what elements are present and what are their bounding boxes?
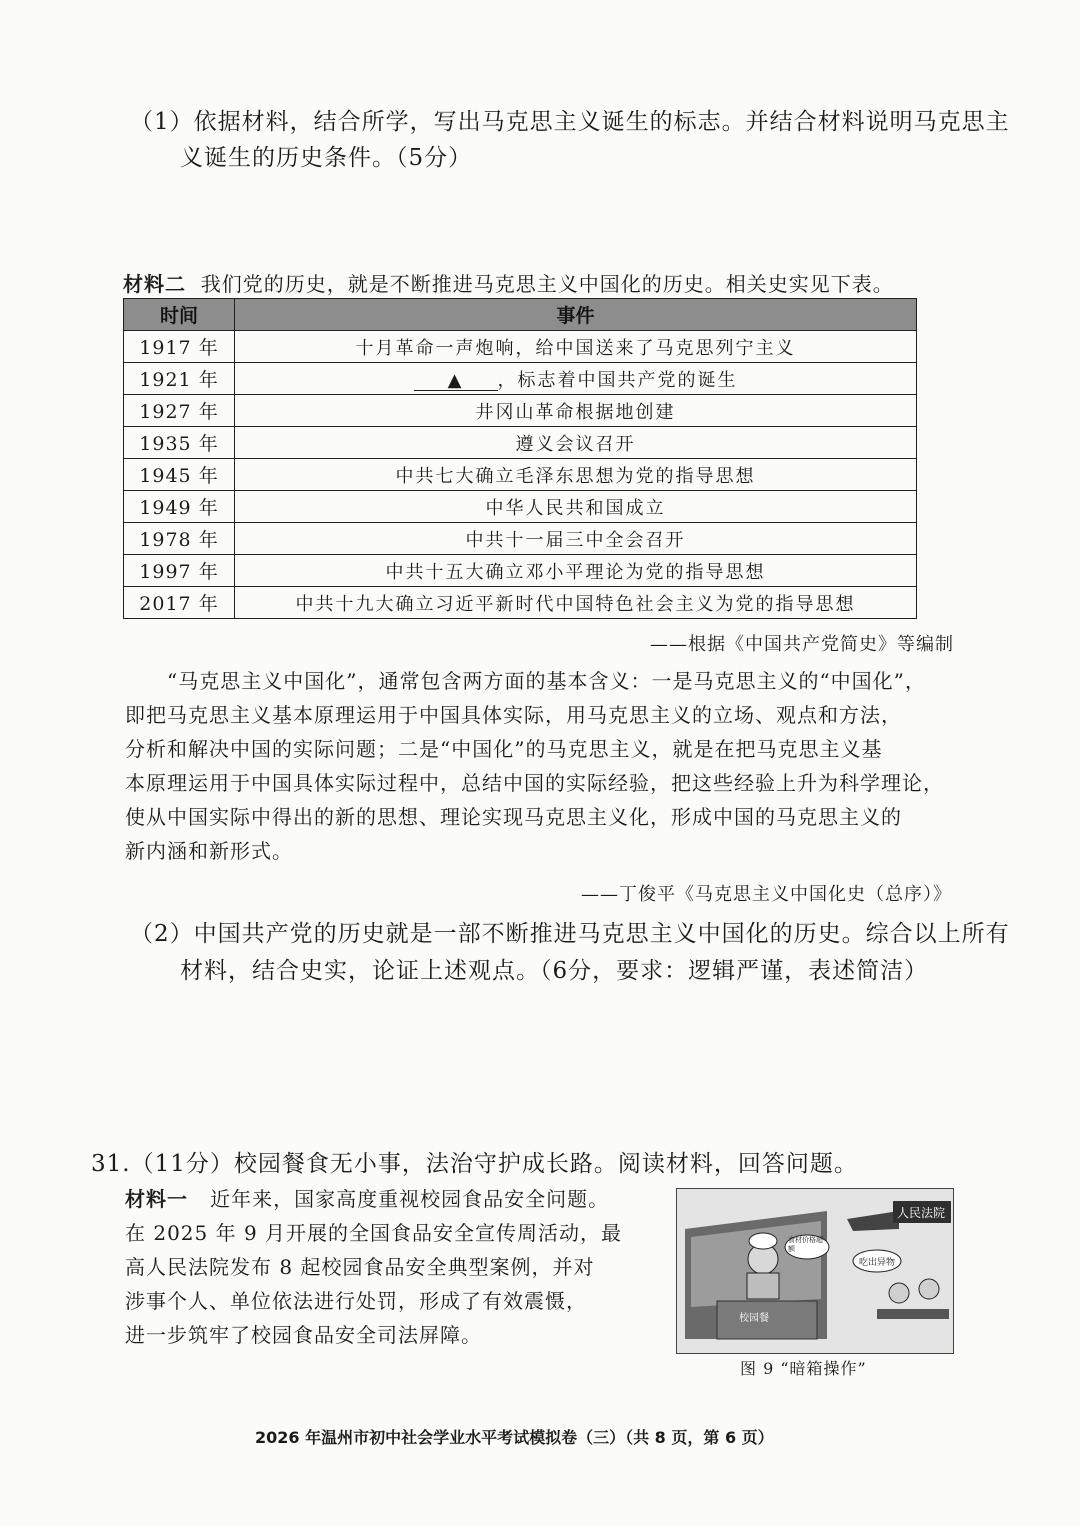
- row-event: 井冈山革命根据地创建: [235, 395, 917, 427]
- row-year: 1927 年: [124, 395, 235, 427]
- court-sign: 人民法院: [897, 1206, 946, 1220]
- events-table: [123, 298, 917, 619]
- material2-intro: [123, 268, 894, 297]
- row-year: 1917 年: [124, 331, 235, 363]
- row-event: 遵义会议召开: [235, 427, 917, 459]
- row-event: [235, 363, 917, 395]
- q1-line2: 义诞生的历史条件。（5分）: [180, 145, 473, 171]
- table-header-row: [124, 299, 917, 331]
- table-source: ——根据《中国共产党简史》等编制: [650, 634, 954, 655]
- figure-caption: 图 9 “暗箱操作”: [740, 1359, 867, 1378]
- header-time: 时间: [124, 299, 235, 331]
- paragraph-line: 分析和解决中国的实际问题；二是“中国化”的马克思主义，就是在把马克思主义基: [125, 737, 883, 761]
- row-year: 1945 年: [124, 459, 235, 491]
- q1-line1: （1）依据材料，结合所学，写出马克思主义诞生的标志。并结合材料说明马克思主: [130, 109, 1010, 135]
- paragraph-line: 即把马克思主义基本原理运用于中国具体实际，用马克思主义的立场、观点和方法，: [125, 703, 902, 727]
- page-footer: 2026 年温州市初中社会学业水平考试模拟卷（三）（共 8 页，第 6 页）: [255, 1428, 774, 1447]
- paragraph-line: [125, 1182, 655, 1216]
- cartoon-figure: [676, 1188, 954, 1354]
- paragraph-line: “马克思主义中国化”，通常包含两方面的基本含义：一是马克思主义的“中国化”，: [167, 669, 926, 693]
- header-event: 事件: [235, 299, 917, 331]
- material2-intro-text: 我们党的历史，就是不断推进马克思主义中国化的历史。相关史实见下表。: [200, 272, 894, 296]
- table-row: [124, 363, 917, 395]
- paragraph-line: 本原理运用于中国具体实际过程中，总结中国的实际经验，把这些经验上升为科学理论，: [125, 771, 944, 795]
- paragraph-line: 涉事个人、单位依法进行处罚，形成了有效震慑，: [125, 1289, 587, 1313]
- counter-label: 校园餐: [739, 1313, 769, 1324]
- table-row: [124, 395, 917, 427]
- answer-blank: ▲: [414, 372, 498, 391]
- table-row: [124, 491, 917, 523]
- row-event-text: ，标志着中国共产党的诞生: [497, 369, 738, 391]
- row-year: 2017 年: [124, 587, 235, 619]
- row-event: 中共七大确立毛泽东思想为党的指导思想: [235, 459, 917, 491]
- row-event: 中共十一届三中全会召开: [235, 523, 917, 555]
- row-event: 中共十五大确立邓小平理论为党的指导思想: [235, 555, 917, 587]
- material2-paragraph: [125, 664, 957, 868]
- table-row: [124, 555, 917, 587]
- paragraph-line: 进一步筑牢了校园食品安全司法屏障。: [125, 1323, 482, 1347]
- row-year: 1921 年: [124, 363, 235, 395]
- table-row: [124, 523, 917, 555]
- row-event: 中共十九大确立习近平新时代中国特色社会主义为党的指导思想: [235, 587, 917, 619]
- material1-text: [125, 1182, 655, 1352]
- paragraph-source: ——丁俊平《马克思主义中国化史（总序）》: [581, 884, 952, 905]
- paragraph-line: 高人民法院发布 8 起校园食品安全典型案例，并对: [125, 1255, 595, 1279]
- q2-line2: 材料，结合史实，论证上述观点。（6分，要求：逻辑严谨，表述简洁）: [180, 958, 929, 984]
- paragraph-line: 新内涵和新形式。: [125, 839, 293, 863]
- speech-bubble-price: 食材价格超额: [788, 1236, 823, 1253]
- row-event: 中华人民共和国成立: [235, 491, 917, 523]
- speech-bubble-foreign: 吃出异物: [859, 1258, 896, 1268]
- table-row: [124, 459, 917, 491]
- row-year: 1935 年: [124, 427, 235, 459]
- table-row: [124, 427, 917, 459]
- paragraph-line: 使从中国实际中得出的新的思想、理论实现马克思主义化，形成中国的马克思主义的: [125, 805, 902, 829]
- material1-label: 材料一: [125, 1187, 188, 1211]
- table-row: [124, 587, 917, 619]
- paragraph-line: 在 2025 年 9 月开展的全国食品安全宣传周活动，最: [125, 1221, 623, 1245]
- table-row: [124, 331, 917, 363]
- row-year: 1997 年: [124, 555, 235, 587]
- row-year: 1978 年: [124, 523, 235, 555]
- row-year: 1949 年: [124, 491, 235, 523]
- q2-line1: （2）中国共产党的历史就是一部不断推进马克思主义中国化的历史。综合以上所有: [130, 921, 1010, 947]
- material2-label: 材料二: [123, 272, 186, 296]
- q31-title: 31.（11分）校园餐食无小事，法治守护成长路。阅读材料，回答问题。: [91, 1151, 858, 1177]
- paragraph-line-text: 近年来，国家高度重视校园食品安全问题。: [210, 1187, 610, 1211]
- row-event: 十月革命一声炮响，给中国送来了马克思列宁主义: [235, 331, 917, 363]
